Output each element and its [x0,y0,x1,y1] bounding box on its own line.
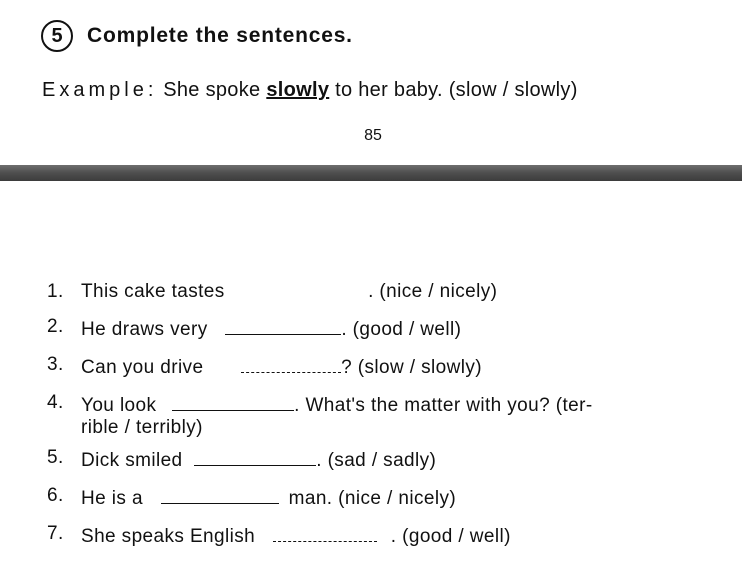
sentence-number: 1. [47,281,64,302]
sentence-text-after: . (good / well) [341,319,462,340]
sentence-text-before: This cake tastes [81,281,225,302]
exercise-header [41,18,353,54]
sentence-item [47,316,727,341]
example-text-before: She spoke [157,79,267,101]
example-sentence [42,79,578,102]
sentence-number: 6. [47,485,64,506]
answer-blank[interactable] [241,354,341,373]
sentence-number: 5. [47,447,64,468]
sentence-item [47,281,727,303]
sentence-text-before: You look [81,395,157,416]
sentence-number: 4. [47,392,64,413]
sentence-text-before: She speaks English [81,526,256,547]
sentence-item [47,523,727,548]
sentence-list [47,281,727,561]
page-number: 85 [364,127,382,144]
exercise-title: Complete the sentences. [87,24,353,47]
sentence-text-after: . (good / well) [390,526,511,547]
page-break-bar [0,165,742,181]
sentence-item [47,447,727,472]
sentence-item [47,354,727,379]
example-answer: slowly [266,79,330,101]
answer-blank[interactable] [225,316,341,335]
answer-blank[interactable] [172,392,294,411]
sentence-text-after: . (nice / nicely) [368,281,498,302]
answer-blank[interactable] [161,485,279,504]
sentence-text-before: He draws very [81,319,208,340]
sentence-text-after: . What's the matter with you? (ter- [294,395,593,416]
example-text-after: to her baby. (slow / slowly) [329,79,578,101]
sentence-item [47,485,727,510]
answer-blank[interactable] [194,447,316,466]
sentence-text-continued: rible / terribly) [81,417,203,438]
sentence-text-after: . (sad / sadly) [316,450,437,471]
sentence-text-after: ? (slow / slowly) [341,357,483,378]
sentence-number: 3. [47,354,64,375]
sentence-text-after: man. (nice / nicely) [288,488,457,509]
example-label: Example: [42,79,158,101]
sentence-text-before: Can you drive [81,357,204,378]
sentence-text-before: Dick smiled [81,450,183,471]
sentence-text-before: He is a [81,488,143,509]
exercise-number-badge: 5 [41,20,73,52]
sentence-item [47,392,727,439]
sentence-number: 7. [47,523,64,544]
sentence-number: 2. [47,316,64,337]
answer-blank[interactable] [273,523,377,542]
